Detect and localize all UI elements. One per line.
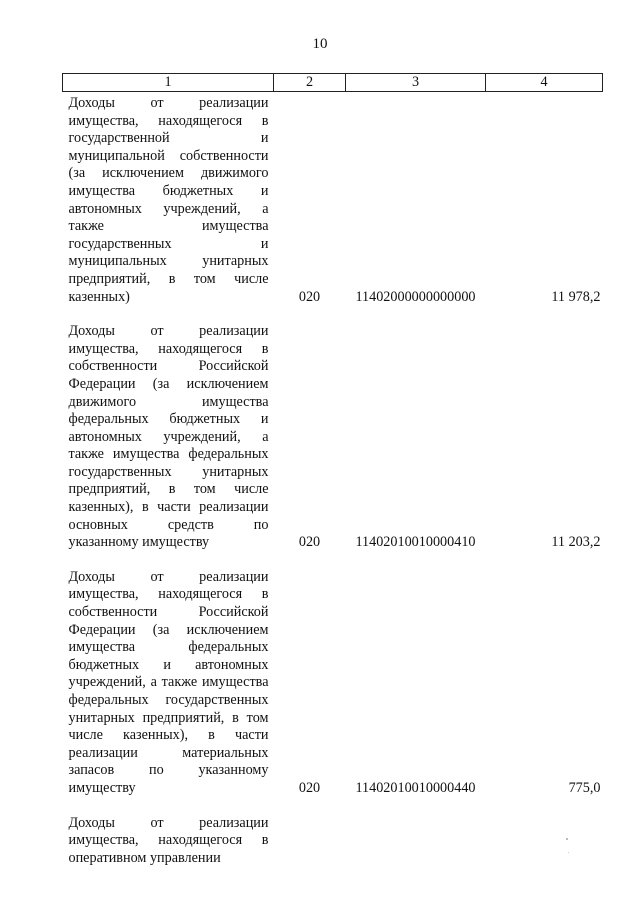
table-row [63, 566, 603, 812]
row-amount [486, 812, 603, 882]
table-row [63, 812, 603, 882]
column-header-2: 2 [274, 74, 346, 92]
page-number: 10 [312, 36, 328, 52]
table-body [63, 92, 603, 882]
row-budget-code [346, 812, 486, 882]
row-admin-code: 020 [298, 779, 321, 796]
row-description: Доходы от реализации имущества, находящегося в государственной и муниципальной собственности (за исключением движимого имущества бюджетных и автономных учреждений, а также имущества государственных и муниципальных унитарных предприятий, в том числе казенных) [68, 95, 269, 305]
column-header-3: 3 [346, 74, 486, 92]
row-amount: 11 203,2 [551, 534, 601, 551]
scan-artifact [568, 852, 569, 853]
row-description: Доходы от реализации имущества, находящегося в собственности Российской Федерации (за исключением имущества федеральных бюджетных и автономных учреждений, а также имущества федеральных государственных унитарных предприятий, в том числе казенных), в части реализации материальных запасов по указанному имуществу [68, 568, 269, 796]
column-header-4: 4 [486, 74, 603, 92]
row-admin-code: 020 [298, 534, 321, 551]
table-row [63, 320, 603, 566]
row-amount: 11 978,2 [551, 288, 601, 305]
row-admin-code [274, 812, 346, 882]
table-row [63, 92, 603, 321]
row-amount: 775,0 [568, 779, 601, 796]
row-admin-code: 020 [298, 288, 321, 305]
header-row [63, 74, 603, 92]
row-budget-code: 11402010010000410 [355, 534, 476, 551]
revenue-table [62, 73, 603, 881]
row-description: Доходы от реализации имущества, находящегося в собственности Российской Федерации (за исключением движимого имущества федеральных бюджетных и автономных учреждений, а также имущества федеральных государственных унитарных предприятий, в том числе казенных), в части реализации основных средств по указанному имуществу [68, 323, 269, 551]
table-header [63, 74, 603, 92]
row-description: Доходы от реализации имущества, находящегося в оперативном управлении [68, 814, 269, 866]
column-header-1: 1 [63, 74, 274, 92]
row-budget-code: 11402000000000000 [355, 288, 476, 305]
scan-artifact [566, 838, 568, 840]
row-budget-code: 11402010010000440 [355, 779, 476, 796]
